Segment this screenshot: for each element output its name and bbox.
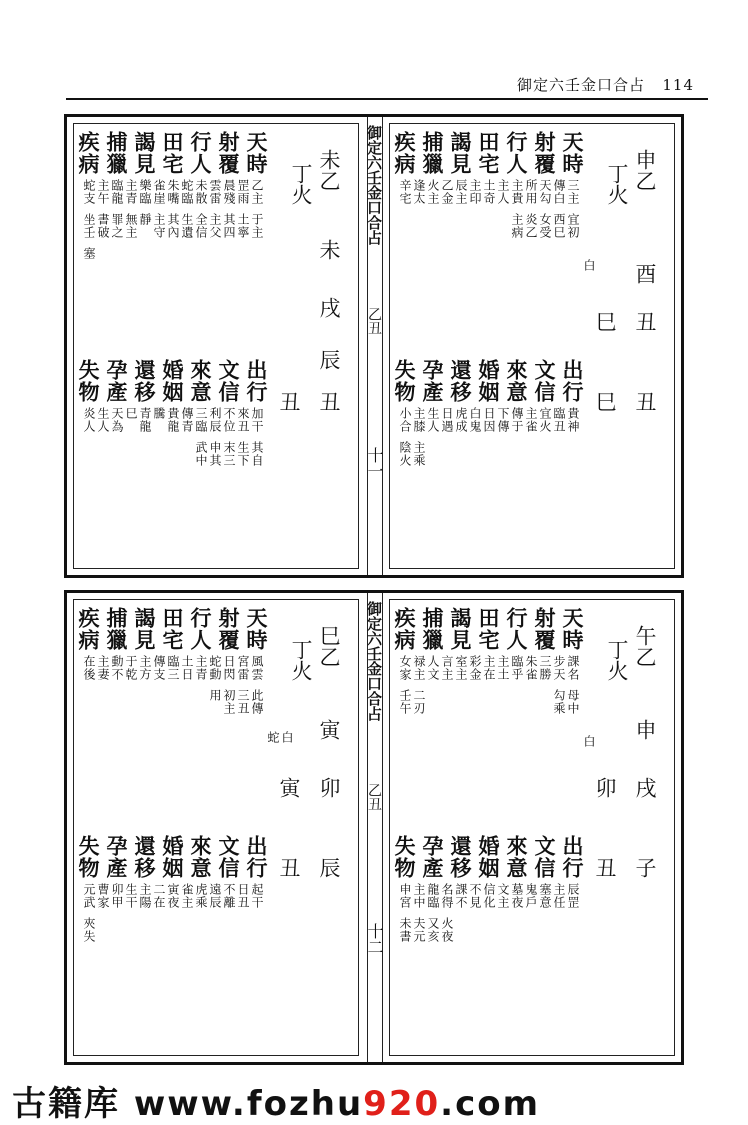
text-column: 陰火 [398,441,412,467]
spine-title: 御定六壬金口合占 [365,125,383,245]
brand-name: 古籍库 [12,1084,120,1124]
text-column: 臨乎 [510,655,524,681]
text-column: 主在 [482,655,496,681]
text-column: 辰罡 [566,883,580,909]
heading: 婚姻 [160,835,185,879]
text-column: 主病 [510,213,524,239]
spine-sub: 乙丑 [366,307,382,335]
heading: 孕產 [420,835,445,879]
text-column: 人文 [426,655,440,681]
text-column: 利辰 [208,407,222,433]
spine-title: 御定六壬金口合占 [365,601,383,721]
chart-entry: 白 [280,731,294,744]
text-column: 傳白 [552,179,566,205]
chart-entry: 丑 [633,311,657,332]
text-column: 火主 [426,179,440,205]
text-column: 寅夜 [166,883,180,909]
right-page [389,123,675,569]
text-column: 主乘 [412,441,426,467]
chart-entry: 蛇 [266,731,280,744]
text-column: 生人 [426,407,440,433]
text-column: 主雀 [524,407,538,433]
text-column: 三臨 [194,407,208,433]
heading: 天時 [560,607,585,651]
text-column: 不離 [222,883,236,909]
text-column: 此傳 [250,689,264,715]
text-column: 于乾 [124,655,138,681]
text-column: 雀崖 [152,179,166,205]
chart-entry: 午乙 [633,625,657,667]
text-column: 宮雷 [236,655,250,681]
text-column: 土奇 [482,179,496,205]
chart-entry: 戌 [317,297,341,318]
chart-entry: 丁火 [605,639,629,681]
heading: 出行 [560,359,585,403]
heading: 還移 [132,359,157,403]
text-column: 申其 [208,441,222,467]
spine-page-number: 十一 [365,447,384,479]
text-column: 夾失 [82,917,96,943]
text-column: 臨三 [166,655,180,681]
text-column: 鬼戶 [524,883,538,909]
text-column: 日因 [482,407,496,433]
text-column: 罡雨 [236,179,250,205]
chart-entry: 辰 [317,857,341,878]
text-column: 辛宅 [398,179,412,205]
text-column: 塞意 [538,883,552,909]
chart-entry: 寅 [277,777,301,798]
text-column: 西巳 [552,213,566,239]
chart-entry: 丑 [277,857,301,878]
heading: 行人 [504,607,529,651]
heading: 來意 [188,359,213,403]
chart-entry: 丑 [593,857,617,878]
header-title-line [517,74,694,95]
text-column: 二在 [152,883,166,909]
text-column: 無主 [124,213,138,239]
text-column: 其四 [222,213,236,239]
heading: 失物 [392,835,417,879]
text-column: 日閃 [222,655,236,681]
heading: 疾病 [392,607,417,651]
text-column: 所用 [524,179,538,205]
text-column: 曹家 [96,883,110,909]
text-column: 坐壬 [82,213,96,239]
heading: 射覆 [532,131,557,175]
chart-entry: 卯 [317,777,341,798]
chart-entry: 巳 [593,311,617,332]
heading: 射覆 [532,607,557,651]
heading: 射覆 [216,131,241,175]
text-column: 主守 [152,213,166,239]
heading: 出行 [560,835,585,879]
heading: 文信 [216,359,241,403]
scan-spread-top [64,114,684,578]
text-column: 動不 [110,655,124,681]
text-column: 信化 [482,883,496,909]
text-column: 雀主 [180,883,194,909]
text-column: 全信 [194,213,208,239]
right-page [389,599,675,1056]
heading: 失物 [392,359,417,403]
text-column: 生干 [124,883,138,909]
site-url-prefix: www.fozhu [133,1084,364,1124]
left-page [73,123,359,569]
heading: 文信 [532,835,557,879]
text-column: 初主 [222,689,236,715]
text-column: 用 [208,689,222,702]
text-column: 辰主 [454,179,468,205]
heading: 射覆 [216,607,241,651]
chart-entry: 子 [633,857,657,878]
text-column: 主人 [496,179,510,205]
text-column: 蛇支 [82,179,96,205]
heading: 還移 [132,835,157,879]
text-column: 逢太 [412,179,426,205]
left-page [73,599,359,1056]
text-column: 加干 [250,407,264,433]
text-column: 宜火 [538,407,552,433]
text-column: 書破 [96,213,110,239]
chart-entry: 白 [582,259,596,272]
text-column: 禄主 [412,655,426,681]
text-column: 未散 [194,179,208,205]
text-column: 室主 [454,655,468,681]
heading: 出行 [244,835,269,879]
text-column: 主青 [124,179,138,205]
text-column: 炎乙 [524,213,538,239]
text-column: 宜初 [566,213,580,239]
spine-page-number: 十二 [365,923,384,955]
text-column: 貴龍 [166,407,180,433]
text-column: 天為 [110,407,124,433]
text-column: 未書 [398,917,412,943]
site-watermark [12,1076,540,1125]
header-rule [66,98,708,100]
heading: 天時 [244,131,269,175]
text-column: 日遇 [440,407,454,433]
text-column: 步天 [552,655,566,681]
text-column: 主任 [552,883,566,909]
text-column: 主午 [96,179,110,205]
text-column: 元武 [82,883,96,909]
text-column: 夫元 [412,917,426,943]
text-column: 傳支 [152,655,166,681]
text-column: 朱嘴 [166,179,180,205]
text-column: 傳于 [510,407,524,433]
chart-entry: 巳 [593,391,617,412]
page-number: 114 [662,76,694,94]
text-column: 不見 [468,883,482,909]
text-column: 生下 [236,441,250,467]
heading: 捕獵 [104,607,129,651]
heading: 文信 [216,835,241,879]
heading: 孕產 [420,359,445,403]
chart-entry: 丑 [277,391,301,412]
heading: 謁見 [448,131,473,175]
text-column: 武中 [194,441,208,467]
text-column: 臨龍 [110,179,124,205]
text-column: 土日 [180,655,194,681]
text-column: 二刃 [412,689,426,715]
text-column: 勾乘 [552,689,566,715]
text-column: 申宮 [398,883,412,909]
chart-entry: 戌 [633,777,657,798]
heading: 出行 [244,359,269,403]
page-header [0,60,748,100]
heading: 文信 [532,359,557,403]
text-column: 日丑 [236,883,250,909]
site-url-number: 920 [363,1084,441,1124]
text-column: 來丑 [236,407,250,433]
chart-entry: 未乙 [317,149,341,191]
chart-entry: 卯 [593,777,617,798]
text-column: 下傳 [496,407,510,433]
text-column: 晨殘 [222,179,236,205]
heading: 田宅 [476,607,501,651]
text-column: 壬午 [398,689,412,715]
text-column: 青龍 [138,407,152,433]
text-column: 虎乘 [194,883,208,909]
chart-entry: 白 [582,735,596,748]
text-column: 主陽 [138,883,152,909]
text-column: 火夜 [440,917,454,943]
text-column: 朱雀 [524,655,538,681]
text-column: 三丑 [236,689,250,715]
chart-entry: 丁火 [289,639,313,681]
scan-spread-bottom [64,590,684,1065]
chart-entry: 丑 [317,391,341,412]
text-column: 墓夜 [510,883,524,909]
text-column: 主青 [194,655,208,681]
text-column: 虎成 [454,407,468,433]
book-title: 御定六壬金口合占 [517,76,646,94]
text-column: 彩金 [468,655,482,681]
text-column: 又亥 [426,917,440,943]
text-column: 白鬼 [468,407,482,433]
text-column: 主印 [468,179,482,205]
heading: 失物 [76,835,101,879]
chart-entry: 巳乙 [317,625,341,667]
text-column: 不位 [222,407,236,433]
text-column: 樂臨 [138,179,152,205]
text-column: 乙主 [250,179,264,205]
heading: 謁見 [132,131,157,175]
text-column: 文主 [496,883,510,909]
spine-sub: 乙丑 [366,783,382,811]
text-column: 主土 [496,655,510,681]
text-column: 土寧 [236,213,250,239]
heading: 孕產 [104,359,129,403]
text-column: 傳青 [180,407,194,433]
text-column: 母中 [566,689,580,715]
text-column: 卯甲 [110,883,124,909]
text-column: 罪之 [110,213,124,239]
text-column: 主貴 [510,179,524,205]
text-column: 課名 [566,655,580,681]
heading: 天時 [560,131,585,175]
heading: 來意 [504,835,529,879]
heading: 捕獵 [420,131,445,175]
heading: 行人 [188,131,213,175]
heading: 行人 [188,607,213,651]
text-column: 名得 [440,883,454,909]
text-column: 于主 [250,213,264,239]
text-column: 課不 [454,883,468,909]
text-column: 臨丑 [552,407,566,433]
text-column: 三勝 [538,655,552,681]
text-column: 其自 [250,441,264,467]
text-column: 主中 [412,883,426,909]
heading: 疾病 [76,607,101,651]
chart-entry: 丑 [633,391,657,412]
text-column: 起干 [250,883,264,909]
heading: 來意 [188,835,213,879]
text-column: 在後 [82,655,96,681]
chart-entry: 申 [633,719,657,740]
footer-watermark [0,1070,748,1122]
text-column: 三主 [566,179,580,205]
heading: 疾病 [392,131,417,175]
heading: 來意 [504,359,529,403]
text-column: 末三 [222,441,236,467]
heading: 還移 [448,359,473,403]
text-column: 乙金 [440,179,454,205]
chart-entry: 酉 [633,263,657,284]
heading: 天時 [244,607,269,651]
text-column: 生人 [96,407,110,433]
text-column: 巳 [124,407,138,420]
chart-entry: 丁火 [289,163,313,205]
text-column: 貴神 [566,407,580,433]
text-column: 蛇臨 [180,179,194,205]
text-column: 塞 [82,247,96,260]
chart-entry: 辰 [317,349,341,370]
heading: 捕獵 [104,131,129,175]
text-column: 龍臨 [426,883,440,909]
heading: 田宅 [476,131,501,175]
text-column: 女受 [538,213,552,239]
text-column: 遠辰 [208,883,222,909]
site-url-suffix: .com [440,1084,541,1124]
text-column: 風雲 [250,655,264,681]
chart-entry: 寅 [317,719,341,740]
text-column: 主方 [138,655,152,681]
heading: 謁見 [132,607,157,651]
heading: 捕獵 [420,607,445,651]
text-column: 蛇動 [208,655,222,681]
text-column: 言主 [440,655,454,681]
text-column: 生遺 [180,213,194,239]
heading: 孕產 [104,835,129,879]
chart-entry: 申乙 [633,149,657,191]
heading: 婚姻 [160,359,185,403]
heading: 失物 [76,359,101,403]
heading: 婚姻 [476,359,501,403]
text-column: 天勾 [538,179,552,205]
text-column: 靜 [138,213,152,226]
text-column: 小合 [398,407,412,433]
book-spine [367,593,383,1062]
heading: 婚姻 [476,835,501,879]
chart-entry: 未 [317,239,341,260]
text-column: 女家 [398,655,412,681]
heading: 還移 [448,835,473,879]
heading: 疾病 [76,131,101,175]
text-column: 主膝 [412,407,426,433]
text-column: 騰 [152,407,166,420]
heading: 田宅 [160,607,185,651]
text-column: 主妻 [96,655,110,681]
heading: 謁見 [448,607,473,651]
text-column: 主父 [208,213,222,239]
text-column: 雲雷 [208,179,222,205]
heading: 行人 [504,131,529,175]
chart-entry: 丁火 [605,163,629,205]
book-spine [367,117,383,575]
heading: 田宅 [160,131,185,175]
text-column: 其內 [166,213,180,239]
text-column: 炎人 [82,407,96,433]
